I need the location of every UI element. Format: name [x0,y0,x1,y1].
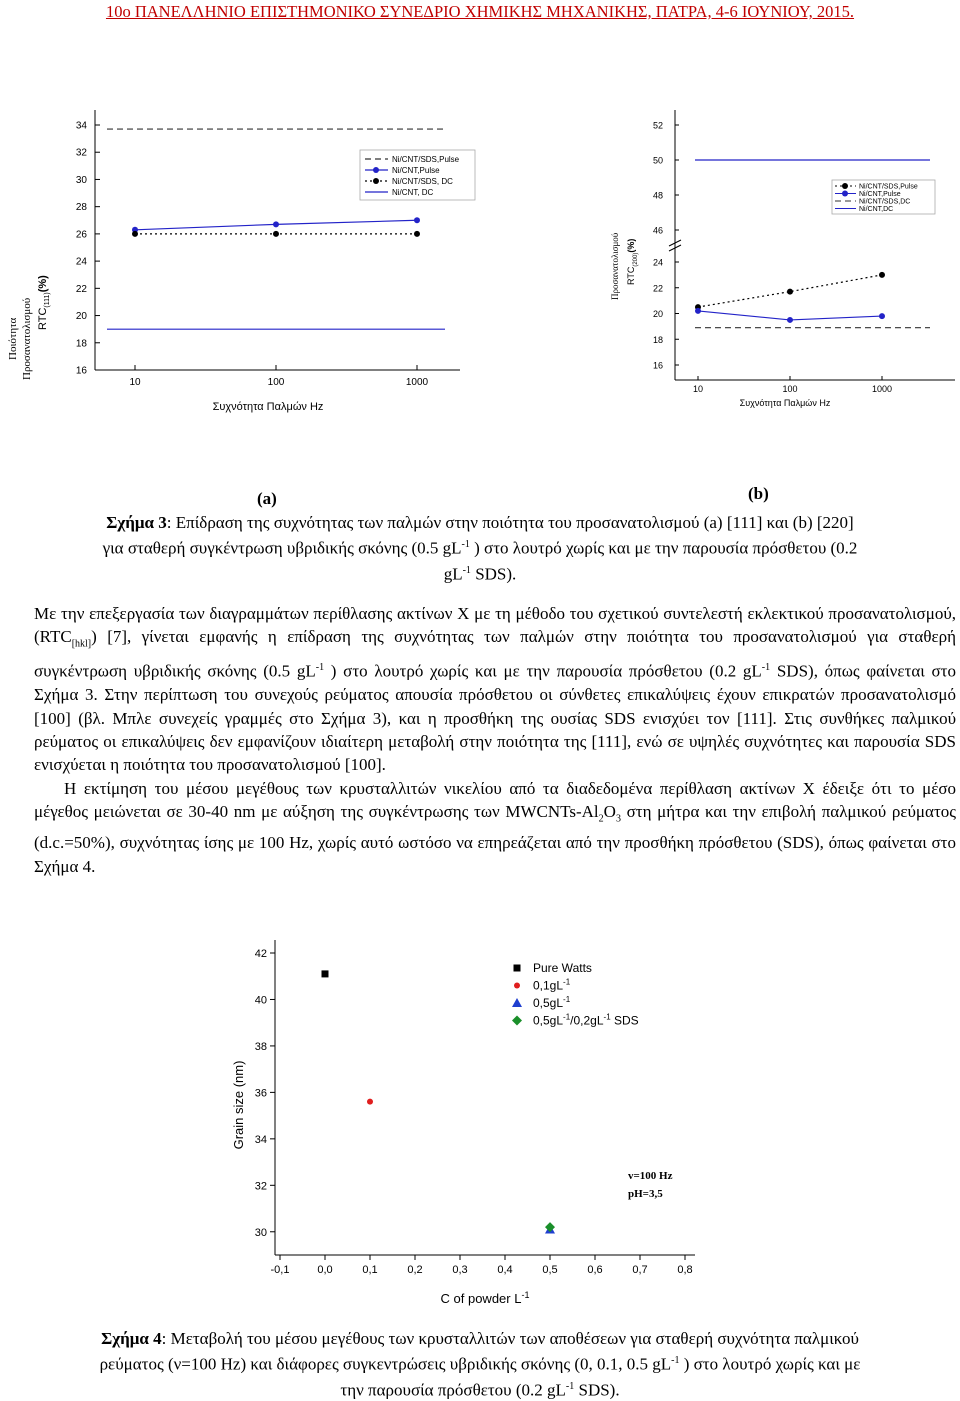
x-tick-label: 100 [782,384,798,394]
figure-4-caption-line3b: SDS). [574,1380,620,1400]
legend-label: Ni/CNT/SDS,Pulse [392,155,460,164]
y-axis-label: Προσανατολισμού [610,232,620,300]
figure-4-chart [215,935,705,1315]
legend-label: Ni/CNT,Pulse [392,166,440,175]
x-tick-label: 0,4 [497,1264,513,1276]
y-tick-label: 46 [652,225,663,236]
p2-c: στη μήτρα και την επιβολή παλμικού ρεύματος (d.c.=50%), συχνότητας ίσης με 100 Hz, χωρίς αυτό ωστόσο να επηρεάζεται από την προσθήκη πρόσθετου (SDS), όπως φαίνεται στο Σχήμα 4. [34,802,957,876]
legend-label-sup: -1 [563,995,571,1004]
x-tick-label: 100 [267,377,285,388]
data-point [273,231,279,237]
y-tick-label: 30 [254,1226,267,1239]
y-tick-label: 42 [254,948,267,960]
data-point [132,231,138,237]
legend-label [533,978,571,993]
rtc-subscript: (111) [44,292,51,308]
p1-d: SDS), όπως φαίνεται στο Σχήμα 3. Στην περίπτωση του συνεχούς ρεύματος απουσία πρόσθετου οι σύνθετες επικαλύψεις έχουν επικρατών προσανατολισμό [100] (βλ. Μπλε συνεχείς γραμμές στο Σχήμα 3), και η προσθήκη της ουσίας SDS ενισχύει τον [111]. Στις συνθήκες παλμικού ρεύματος οι επικαλύψεις δεν εμφανίζουν ιδιαίτερη μεταβολή στην ποιότητα της [111], ενώ σε υψηλές συχνότητες και παρουσία SDS ενισχύεται η ποιότητα του προσανατολισμού [100]. [34,661,956,775]
x-tick-label: 0,8 [677,1264,693,1276]
y-tick-label: 50 [652,155,663,166]
data-point-1 [367,1099,373,1105]
x-tick-label: -0,1 [270,1264,290,1276]
legend-label: Ni/CNT/SDS, DC [392,177,453,186]
p1-b: ) [7], γίνεται εμφανής η επίδραση της συχνότητας των παλμών στην ποιότητα του προσανατολισμού για σταθερή συγκέντρωση υβριδικής σκόνης (0.5 gL [34,627,956,681]
superscript: -1 [761,662,771,674]
data-point [787,317,793,323]
figure-4-caption [0,1328,960,1401]
y-tick-label: 30 [75,174,87,186]
data-point-0 [322,970,329,977]
legend-label: Ni/CNT,DC [859,206,894,213]
y-tick-label: 16 [652,360,663,371]
figure-3-caption [0,512,960,585]
y-tick-label: 28 [75,202,87,214]
legend-label [533,995,571,1010]
legend-marker [512,998,522,1007]
legend-marker [512,1016,522,1026]
y-axis-label-rtc [37,275,51,330]
figure-3a-chart [0,95,470,425]
conference-header: 10ο ΠΑΝΕΛΛΗΝΙΟ ΕΠΙΣΤΗΜΟΝΙΚΟ ΣΥΝΕΔΡΙΟ ΧΗΜΙΚΗΣ ΜΗΧΑΝΙΚΗΣ, ΠΑΤΡΑ, 4-6 ΙΟΥΝΙΟΥ, 2015. [105,2,855,21]
y-tick-label: 16 [75,365,87,377]
legend-label: Ni/CNT, DC [392,188,434,197]
data-point [414,217,420,223]
y-tick-label: 34 [254,1133,267,1146]
subscript: 3 [615,813,621,825]
x-tick-label: 0,7 [632,1264,648,1276]
rtc-percent: (%) [626,238,636,253]
legend-marker [842,191,848,197]
y-tick-label: 48 [652,190,663,201]
x-tick-label: 0,5 [542,1264,558,1276]
y-tick-label: 32 [75,147,87,159]
legend-label: Ni/CNT,Pulse [859,191,901,198]
x-tick-label: 0,3 [452,1264,468,1276]
figure-3-caption-line3b: SDS). [470,564,517,584]
legend-label-text: 0,1gL [533,978,564,993]
rtc-subscript: (200) [633,252,639,267]
figure-3-caption-line2a: για σταθερή συγκέντρωση υβριδικής σκόνης (0.5 gL [102,538,462,558]
x-tick-label: 0,0 [317,1264,333,1276]
figure-4-caption-line2b: ) στο λουτρό χωρίς και με [679,1354,861,1374]
data-point [787,289,793,295]
figure-3-caption-bold: Σχήμα 3 [106,513,167,532]
legend-label-text: 0,5gL [533,996,564,1010]
superscript: -1 [462,564,471,576]
legend-label-text: Pure Watts [533,961,592,975]
y-tick-label: 36 [254,1087,267,1100]
p2-a: Η εκτίμηση του μέσου μεγέθους των κρυσταλλιτών νικελίου από τα διαδεδομένα περίθλαση ακτίνων Χ έδειξε ότι το μέσο μέγεθος μειώνεται σε 30-40 nm με αύξηση της συγκέντρωσης των MWCNTs-Al [34,778,956,822]
legend-marker [373,178,379,184]
legend-label [533,1013,639,1028]
y-tick-label: 38 [254,1040,267,1053]
superscript: -1 [315,662,325,674]
figure-3-caption-line1: : Επίδραση της συχνότητας των παλμών στην ποιότητα του προσανατολισμού (a) [111] και (b) [220] [166,513,854,532]
data-point [273,221,279,227]
y-tick-label: 20 [75,311,87,323]
subscript: [hkl] [71,638,92,650]
legend-label-tail: SDS [610,1013,639,1028]
legend-label-text: 0,5gL [533,1013,564,1028]
y-axis-label-rtc [626,239,639,285]
x-tick-label: 0,6 [587,1264,603,1276]
y-tick-label: 18 [75,338,87,350]
x-tick-label: 1000 [405,377,429,388]
figure-4-caption-line2a: ρεύματος (ν=100 Hz) και διάφορες συγκεντρώσεις υβριδικής σκόνης (0, 0.1, 0.5 gL [99,1354,672,1374]
legend-label [533,961,592,975]
superscript: -1 [671,1355,680,1366]
superscript: -1 [461,539,470,550]
figure-4-caption-line3a: την παρουσία πρόσθετου (0.2 gL [340,1380,566,1400]
y-axis-label: Προσανατολισμού [21,297,33,380]
figure-3b-label: (b) [748,484,769,503]
rtc-text: RTC [37,307,49,330]
y-tick-label: 22 [652,283,663,294]
figure-3-caption-line2b: ) στο λουτρό χωρίς και με την παρουσία πρόσθετου (0.2 [469,538,858,558]
y-tick-label: 34 [75,120,87,132]
x-axis-label: Συχνότητα Παλμών Hz [212,401,324,413]
y-tick-label: 52 [652,120,663,131]
superscript: -1 [565,1380,575,1392]
legend-label-sup: -1 [563,977,571,987]
annotation: pH=3,5 [628,1188,663,1200]
subscript: 2 [598,813,604,825]
y-tick-label: 18 [652,334,663,345]
x-tick-label: 0,2 [407,1264,423,1276]
legend-label: Ni/CNT/SDS,DC [859,198,911,206]
figure-3b-chart [600,100,960,420]
y-tick-label: 24 [652,257,663,268]
body-text [34,602,956,878]
data-point [695,308,701,314]
y-tick-label: 26 [75,229,87,241]
data-point [879,272,885,278]
paragraph-2 [34,777,956,878]
rtc-percent: (%) [37,275,49,293]
y-axis-label: Ποιότητα [7,317,19,360]
legend-marker [373,167,379,173]
legend-label-sup: -1 [563,1012,571,1022]
y-tick-label: 24 [75,256,87,268]
p2-b: O [603,802,616,822]
x-axis-label [441,1290,530,1306]
data-point-3 [545,1222,555,1232]
paragraph-1 [34,602,956,777]
x-axis-label-sup: -1 [521,1290,530,1300]
x-tick-label: 10 [692,384,704,394]
legend-label-sup: -1 [603,1012,611,1022]
p1-a: Με την επεξεργασία των διαγραμμάτων περίθλασης ακτίνων Χ με τη μέθοδο του σχετικού συντελεστή εκλεκτικού προσανατολισμού, (RTC [34,604,956,647]
legend-marker [514,965,521,972]
rtc-text: RTC [626,266,636,285]
figure-4-caption-line1: : Μεταβολή του μέσου μεγέθους των κρυσταλλιτών των αποθέσεων για σταθερή συχνότητα παλμικού [161,1329,859,1348]
figure-3-caption-line3a: gL [443,564,463,584]
figure-3a-label: (a) [257,489,277,508]
p1-c: ) στο λουτρό χωρίς και με την παρουσία πρόσθετου (0.2 gL [324,661,762,681]
data-point [879,313,885,319]
x-tick-label: 10 [129,377,141,388]
x-tick-label: 1000 [871,384,893,394]
y-tick-label: 20 [652,309,663,319]
y-axis-label: Grain size (nm) [231,1060,246,1150]
y-tick-label: 40 [254,994,267,1007]
y-tick-label: 32 [254,1180,267,1193]
legend-marker [514,983,520,989]
x-axis-label: Συχνότητα Παλμών Hz [739,398,831,408]
x-tick-label: 0,1 [362,1264,378,1276]
legend-label: Ni/CNT/SDS,Pulse [859,183,918,191]
legend-label-mid: /0,2gL [570,1013,604,1028]
legend-marker [842,183,848,189]
x-axis-label-text: C of powder L [440,1291,522,1306]
y-tick-label: 22 [75,283,87,295]
figure-4-caption-bold: Σχήμα 4 [101,1329,162,1348]
data-point [414,231,420,237]
annotation: v=100 Hz [628,1170,673,1182]
